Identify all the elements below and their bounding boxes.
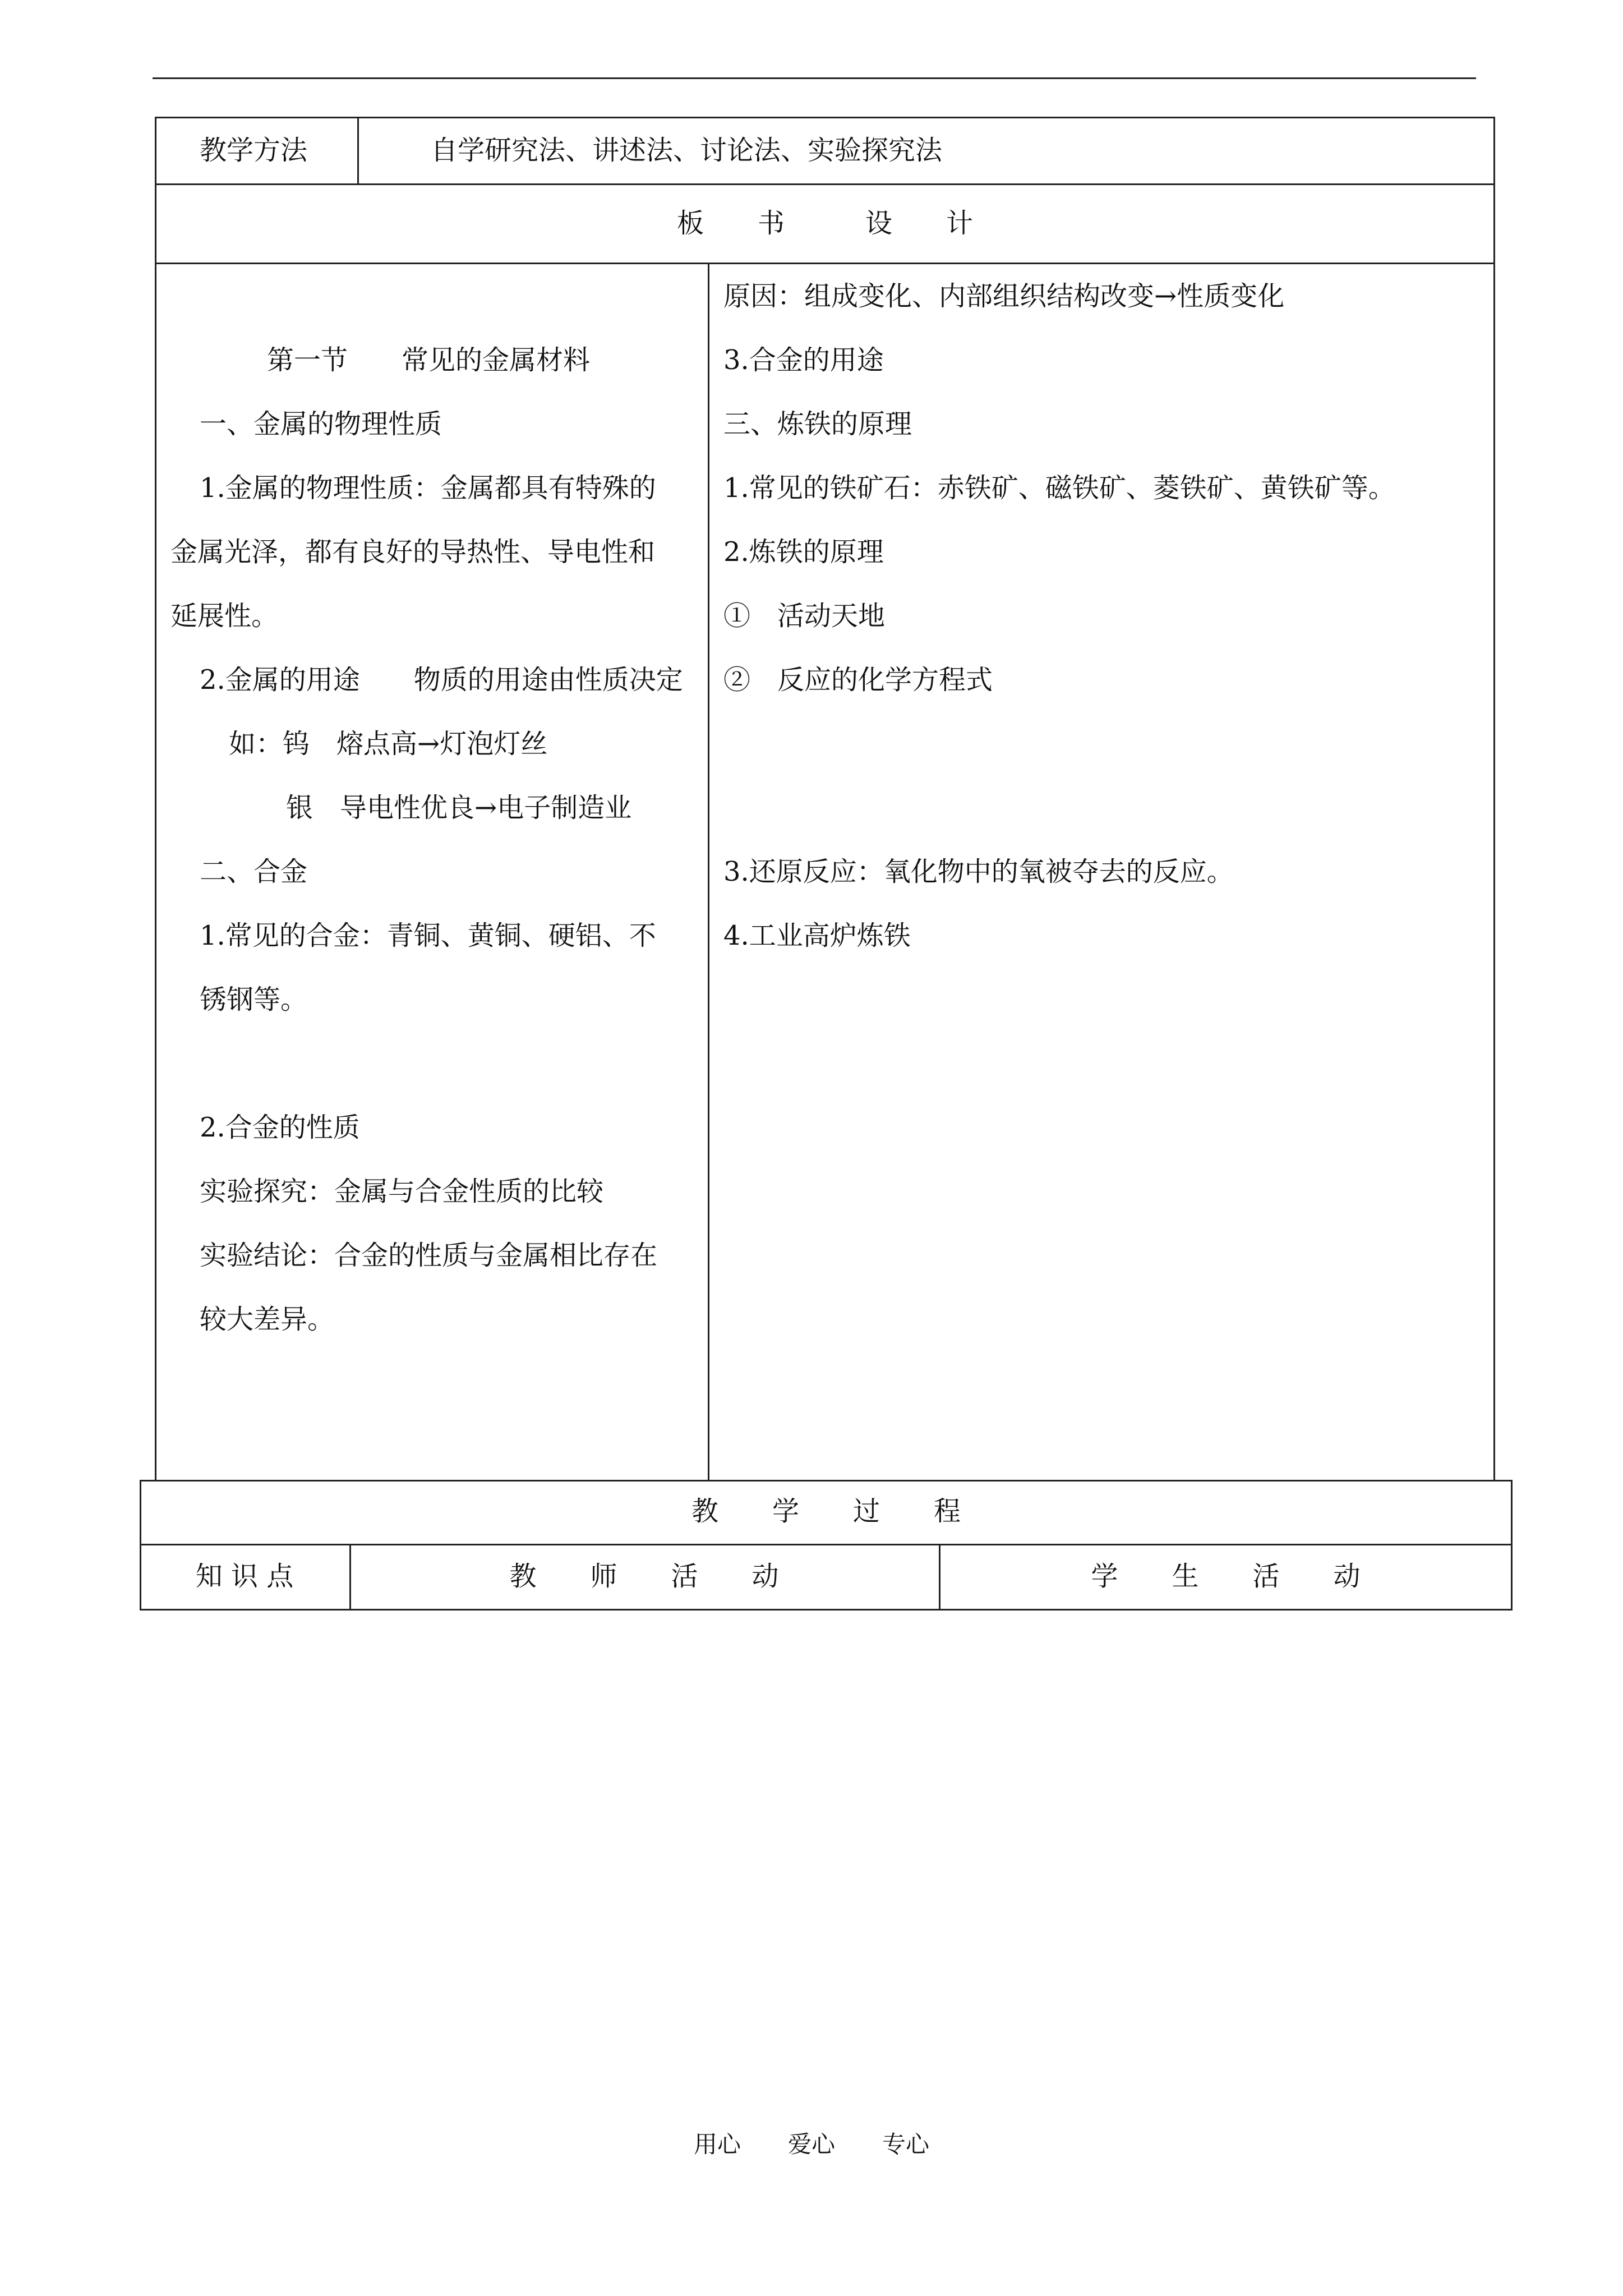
board-left-line: 延展性。 [170,600,279,632]
board-right-line: 3.还原反应：氧化物中的氧被夺去的反应。 [723,856,1234,887]
board-left-line: 银 导电性优良→电子制造业 [286,792,632,823]
board-right-line: 三、炼铁的原理 [723,408,912,440]
board-left-line: 金属光泽，都有良好的导热性、导电性和 [170,536,656,568]
column-divider [708,263,709,1481]
header-rule [153,77,1476,79]
board-left-line: 2.合金的性质 [200,1112,360,1143]
board-design-heading: 板 书 设 计 [676,208,973,239]
board-right-line: ② 反应的化学方程式 [723,664,993,696]
board-left-line: 1.常见的合金：青铜、黄铜、硬铝、不 [200,920,656,951]
board-left-line: 实验结论：合金的性质与金属相比存在 [200,1240,658,1271]
board-right-line: ① 活动天地 [723,600,886,632]
row-divider [140,1544,1513,1545]
row-divider [155,183,1495,185]
page-footer: 用心 爱心 专心 [693,2131,929,2158]
column-header-student: 学 生 活 动 [1091,1561,1361,1592]
board-left-line: 二、合金 [200,856,308,887]
board-right-line: 原因：组成变化、内部组织结构改变→性质变化 [723,280,1285,312]
method-value: 自学研究法、讲述法、讨论法、实验探究法 [431,135,943,166]
board-left-line: 锈钢等。 [200,984,308,1015]
method-label: 教学方法 [200,135,308,166]
column-header-teacher: 教 师 活 动 [509,1561,779,1592]
board-left-line: 较大差异。 [200,1304,335,1335]
row-divider [155,263,1495,264]
board-right-line: 3.合金的用途 [723,344,884,376]
board-right-line: 4.工业高炉炼铁 [723,920,911,951]
process-heading: 教 学 过 程 [691,1496,961,1527]
board-left-line: 2.金属的用途 物质的用途由性质决定 [200,664,683,696]
column-divider [357,117,359,184]
board-left-line: 一、金属的物理性质 [200,408,442,440]
board-left-line: 1.金属的物理性质：金属都具有特殊的 [200,472,656,504]
board-right-line: 1.常见的铁矿石：赤铁矿、磁铁矿、菱铁矿、黄铁矿等。 [723,472,1395,504]
board-left-line: 实验探究：金属与合金性质的比较 [200,1176,604,1207]
column-header-knowledge: 知 识 点 [195,1561,294,1592]
board-right-line: 2.炼铁的原理 [723,536,884,568]
board-left-line: 第一节 常见的金属材料 [267,344,591,376]
board-left-line: 如：钨 熔点高→灯泡灯丝 [229,728,548,760]
